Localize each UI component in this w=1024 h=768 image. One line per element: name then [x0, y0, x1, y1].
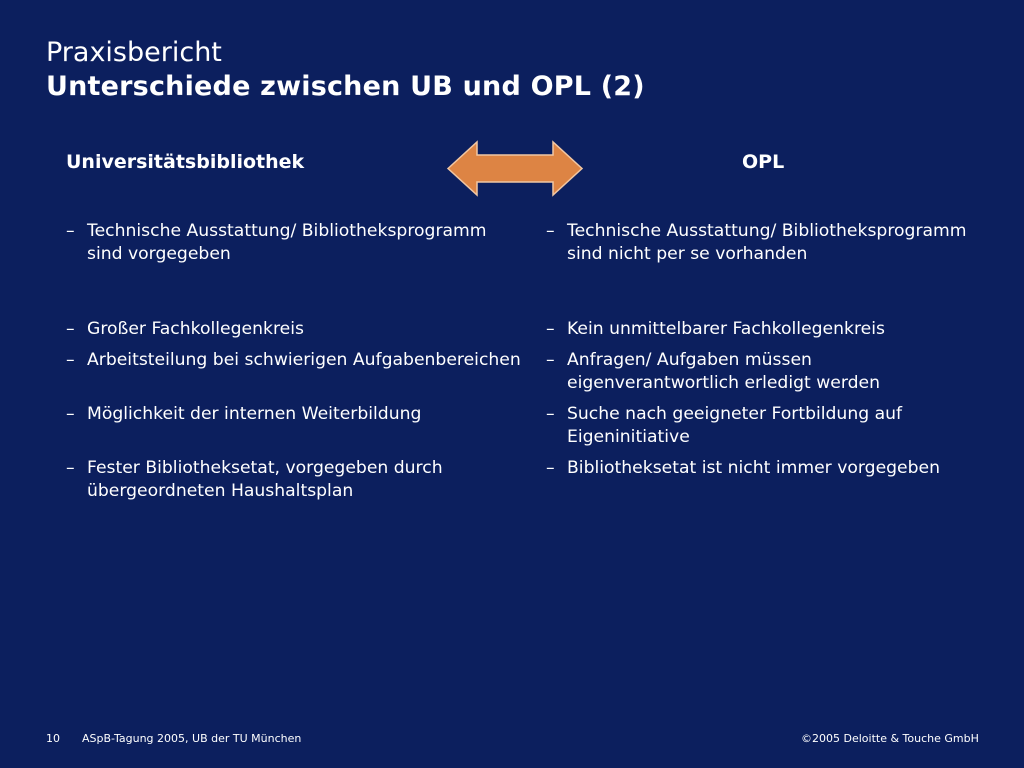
bullet-dash: – — [66, 221, 75, 241]
double-headed-arrow-icon — [446, 140, 584, 197]
list-item — [66, 349, 521, 372]
list-item — [546, 349, 986, 394]
list-item-text: Anfragen/ Aufgaben müssen eigenverantwortlich erledigt werden — [567, 350, 881, 393]
list-item-text: Großer Fachkollegenkreis — [87, 319, 304, 339]
list-item-text: Technische Ausstattung/ Bibliotheksprogramm sind nicht per se vorhanden — [567, 221, 967, 264]
list-item — [546, 318, 885, 341]
bullet-dash: – — [66, 404, 75, 424]
bullet-dash: – — [546, 221, 555, 241]
list-item — [66, 403, 421, 426]
list-item-text: Bibliotheksetat ist nicht immer vorgegeben — [567, 458, 941, 478]
list-item — [66, 220, 521, 265]
slide-title-line2: Unterschiede zwischen UB und OPL (2) — [46, 71, 645, 102]
list-item-text: Möglichkeit der internen Weiterbildung — [87, 404, 422, 424]
list-item-text: Fester Bibliotheksetat, vorgegeben durch übergeordneten Haushaltsplan — [87, 458, 443, 501]
bullet-dash: – — [66, 319, 75, 339]
bullet-dash: – — [66, 350, 75, 370]
arrow-shape — [448, 142, 582, 195]
list-item — [66, 318, 304, 341]
bullet-dash: – — [546, 458, 555, 478]
page-number: 10 — [46, 732, 60, 745]
footer-event: ASpB-Tagung 2005, UB der TU München — [82, 732, 302, 745]
list-item-text: Kein unmittelbarer Fachkollegenkreis — [567, 319, 885, 339]
list-item-text: Suche nach geeigneter Fortbildung auf Eigeninitiative — [567, 404, 903, 447]
list-item — [546, 220, 986, 265]
right-column-heading: OPL — [742, 151, 785, 173]
list-item — [546, 457, 940, 480]
slide-title-line1: Praxisbericht — [46, 37, 222, 68]
footer-copyright: ©2005 Deloitte & Touche GmbH — [801, 732, 979, 745]
bullet-dash: – — [546, 404, 555, 424]
bullet-dash: – — [546, 319, 555, 339]
list-item — [546, 403, 986, 448]
list-item — [66, 457, 521, 502]
bullet-dash: – — [66, 458, 75, 478]
list-item-text: Technische Ausstattung/ Bibliotheksprogramm sind vorgegeben — [87, 221, 487, 264]
slide-title — [46, 36, 645, 104]
bullet-dash: – — [546, 350, 555, 370]
list-item-text: Arbeitsteilung bei schwierigen Aufgabenbereichen — [87, 350, 521, 370]
left-column-heading: Universitätsbibliothek — [66, 151, 305, 173]
